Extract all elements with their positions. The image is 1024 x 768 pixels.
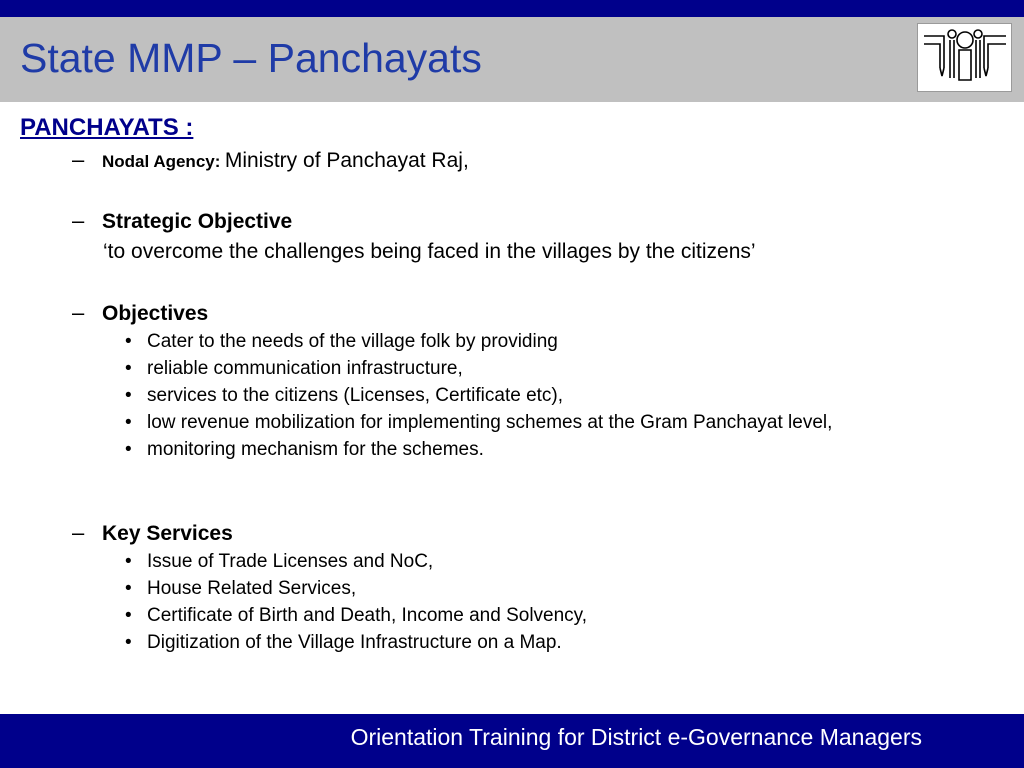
slide-content	[0, 102, 1024, 714]
key-services-label: Key Services	[102, 522, 233, 545]
strategic-objective-text: ‘to overcome the challenges being faced in the villages by the citizens’	[103, 240, 756, 263]
objectives-list	[125, 331, 963, 466]
list-item: • services to the citizens (Licenses, Certificate etc),	[125, 385, 963, 407]
list-item: • Cater to the needs of the village folk by providing	[125, 331, 963, 353]
top-bar	[0, 0, 1024, 17]
nodal-agency-value: Ministry of Panchayat Raj,	[224, 149, 469, 172]
list-item: • monitoring mechanism for the schemes.	[125, 439, 963, 461]
list-item: • reliable communication infrastructure,	[125, 358, 963, 380]
objectives-label: Objectives	[102, 302, 209, 325]
slide-title: State MMP – Panchayats	[20, 35, 482, 81]
dash-marker: –	[72, 300, 85, 325]
key-services-item	[72, 520, 233, 546]
footer-bar	[0, 714, 1024, 768]
nodal-agency-item	[72, 147, 469, 173]
footer-text: Orientation Training for District e-Governance Managers	[350, 724, 922, 750]
strategic-objective-label: Strategic Objective	[102, 210, 293, 233]
dash-marker: –	[72, 208, 85, 233]
institute-logo-icon	[918, 24, 1011, 91]
list-item: • Digitization of the Village Infrastructure on a Map.	[125, 632, 963, 654]
nodal-agency-label: Nodal Agency:	[102, 152, 221, 171]
list-item: • House Related Services,	[125, 578, 963, 600]
objectives-item	[72, 300, 208, 326]
dash-marker: –	[72, 147, 85, 172]
logo-box	[917, 23, 1012, 92]
strategic-objective-item	[72, 208, 292, 234]
dash-marker: –	[72, 520, 85, 545]
section-heading: PANCHAYATS :	[20, 114, 194, 141]
list-item: • low revenue mobilization for implementing schemes at the Gram Panchayat level,	[125, 412, 963, 434]
key-services-list	[125, 551, 963, 659]
list-item: • Certificate of Birth and Death, Income and Solvency,	[125, 605, 963, 627]
list-item: • Issue of Trade Licenses and NoC,	[125, 551, 963, 573]
